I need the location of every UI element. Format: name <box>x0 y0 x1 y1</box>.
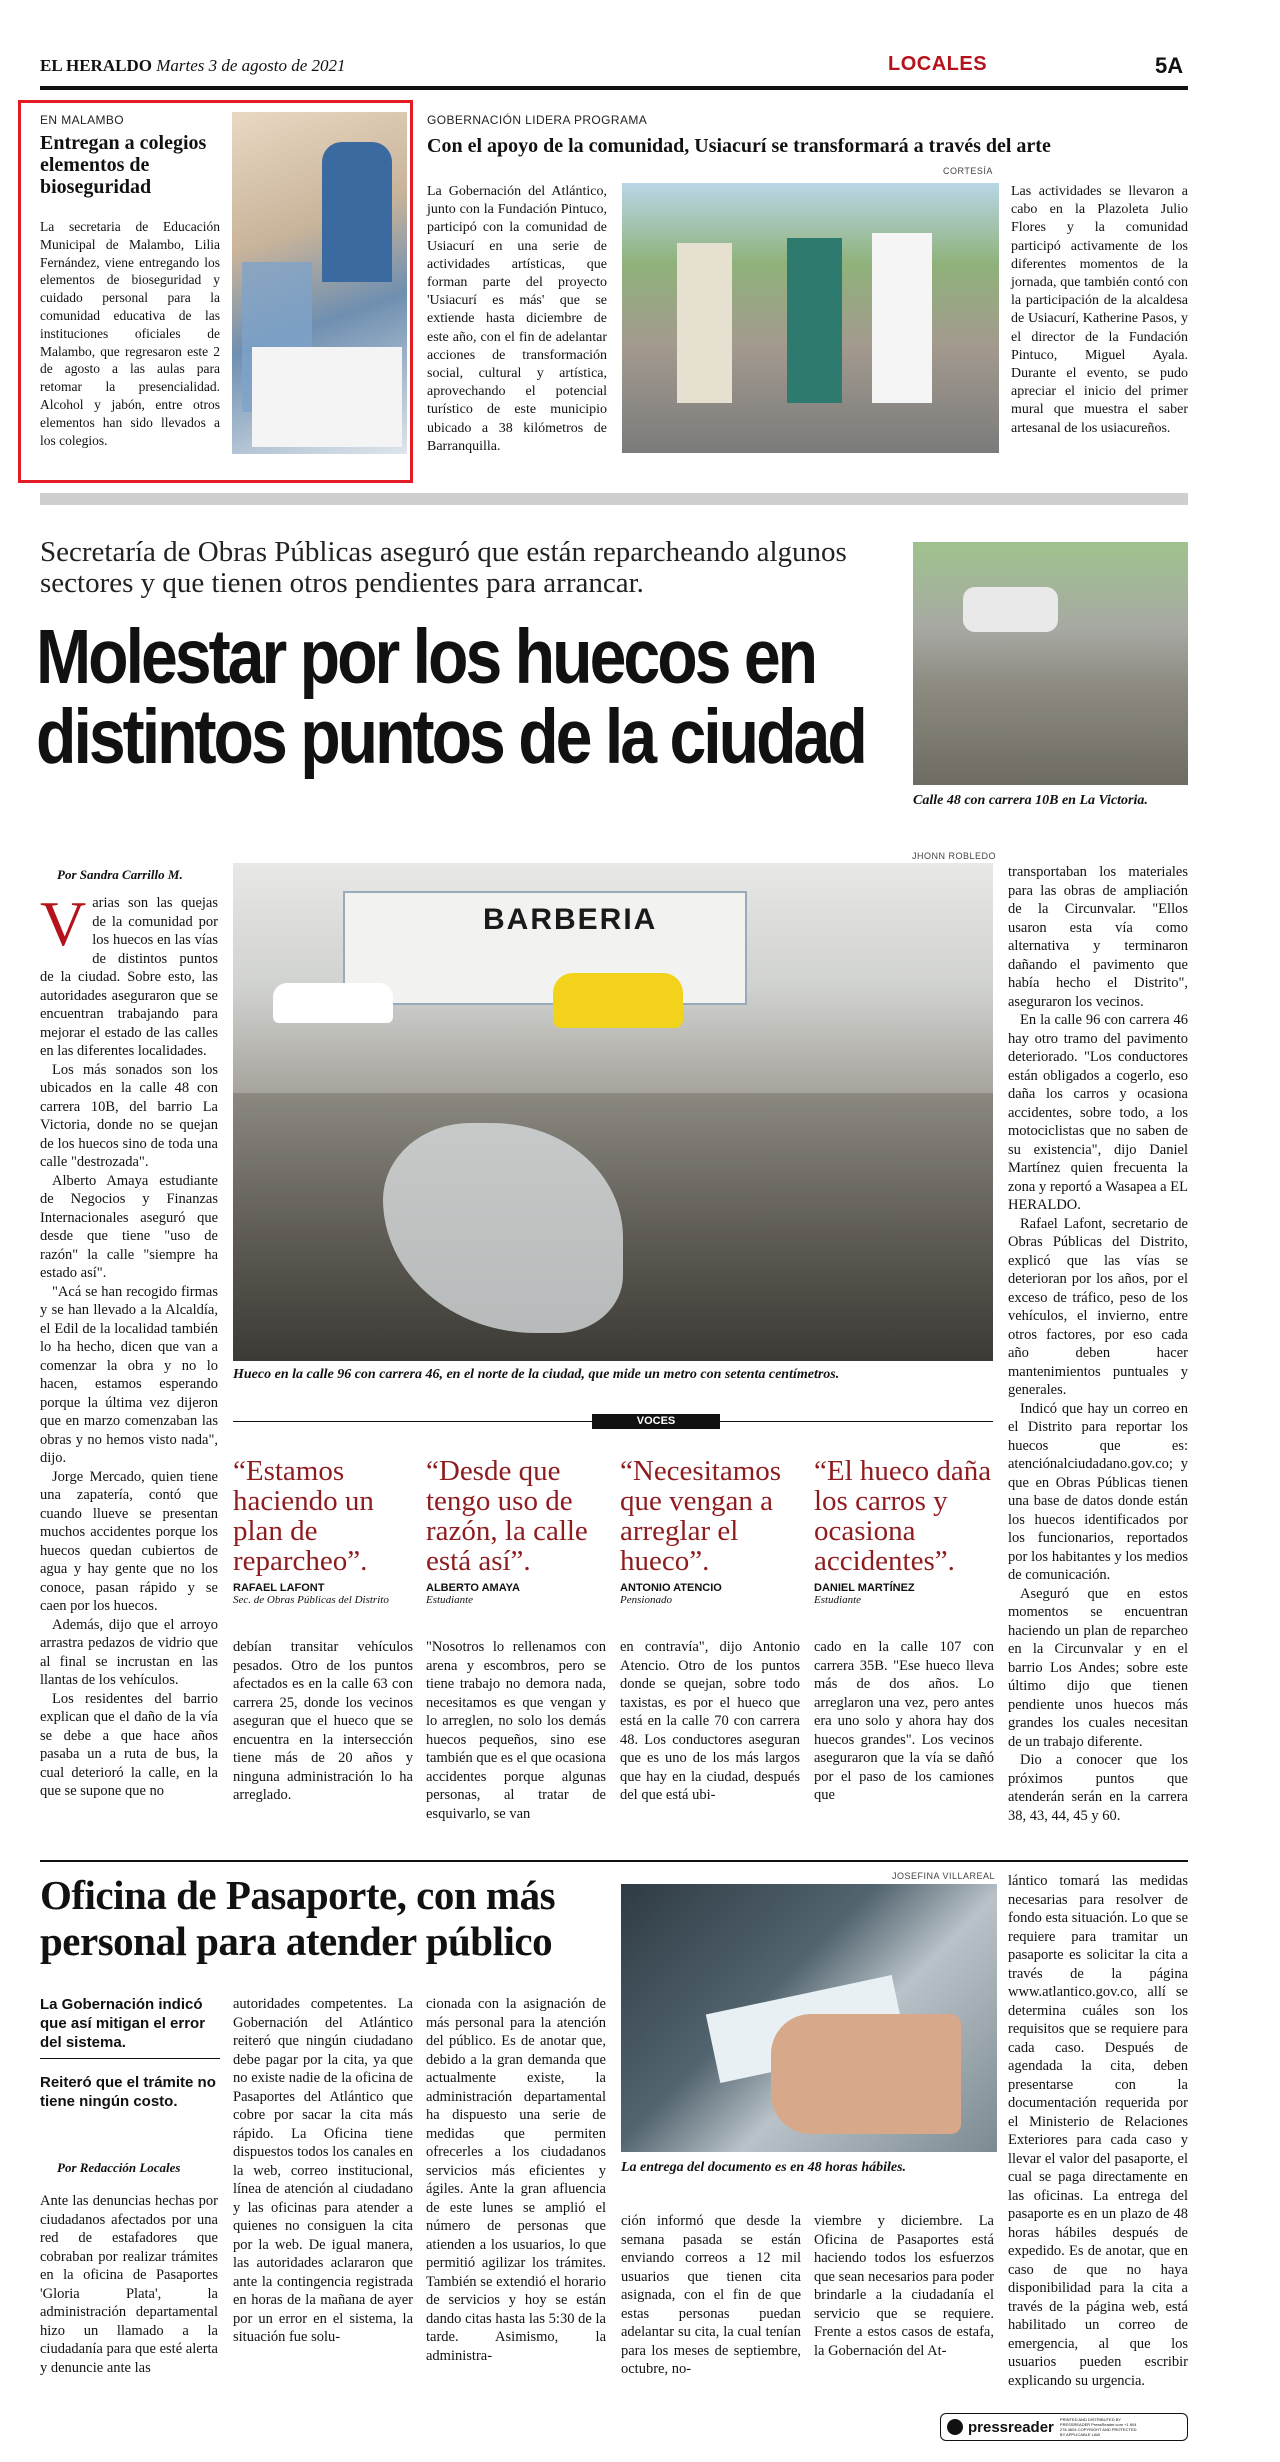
section-name: LOCALES <box>888 53 988 75</box>
main-col1 <box>40 888 218 1801</box>
header-rule <box>40 86 1188 90</box>
main-photo-caption: Hueco en la calle 96 con carrera 46, en el norte de la ciudad, que mide un metro con setenta centímetros. <box>233 1367 840 1382</box>
usiacuri-kicker: GOBERNACIÓN LIDERA PROGRAMA <box>427 113 648 127</box>
page-number: 5A <box>1155 53 1184 78</box>
quote-4 <box>814 1456 994 1606</box>
col1-para: "Acá se han recogido firmas y se han llevado a la Alcaldía, el Edil de la localidad también lo ha hecho, dicen que van a comenzar la obra y no lo hacen, estamos esperando porque la última vez dijeron que en marzo comenzaban las obras y no hemos visto nada", dijo. <box>40 1283 218 1466</box>
malambo-photo <box>232 112 407 454</box>
pasaporte-col4: ción informó que desde la semana pasada se están enviando correos a 12 mil usuarios que tienen cita asignada, con el fin de que estas personas puedan adelantar su cita, la cual tenían para los meses de septiembre, octubre, no- <box>621 2213 801 2377</box>
col6-para: Indicó que hay un correo en el Distrito para reportar los huecos que es: atenciónalciudadano.gov.co; y que en Obras Públicas tienen una base de datos donde están los huecos identificados por los funcionarios, reportados por los habitantes y los medios de comunicación. <box>1008 1400 1188 1583</box>
quote-name: RAFAEL LAFONT <box>233 1582 325 1594</box>
pasaporte-col5: viembre y diciembre. La Oficina de Pasaportes está haciendo todos los esfuerzos que sean necesarios para poder brindarle a la ciudadanía el servicio que se requiere. Frente a estos casos de estafa, la Gobernación del At- <box>814 2213 994 2359</box>
quote-role: Pensionado <box>620 1594 672 1606</box>
col6-para: Aseguró que en estos momentos se encuentran haciendo un plan de reparcheo en la Circunvalar y en el barrio Los Andes; sobre este último dijo que tienen pendiente unos huecos más grandes los cuales necesitan de un trabajo diferente. <box>1008 1585 1188 1750</box>
col1-para: arias son las quejas de la comunidad por los huecos en las vías de distintos puntos de la ciudad. Sobre esto, las autoridades aseguraron que se encuentran trabajando para mejorar el estado de las calles en las diferentes localidades. <box>40 895 218 1059</box>
masthead <box>40 56 346 76</box>
col1-para: Alberto Amaya estudiante de Negocios y Finanzas Internacionales aseguró que desde que tiene "uso de razón" la calle "siempre ha estado así". <box>40 1172 218 1281</box>
pressreader-icon <box>947 2419 963 2435</box>
main-photo <box>233 863 993 1361</box>
col1-para: Jorge Mercado, quien tiene una zapatería, contó que cuando llueve se presentan muchos accidentes porque los huecos quedan cubiertos de agua y hay gente que no los conoce, pasan rápido y se caen por los huecos. <box>40 1468 218 1614</box>
quote-1 <box>233 1456 413 1606</box>
main-photo-credit: JHONN ROBLEDO <box>912 851 997 861</box>
voces-label: VOCES <box>592 1414 720 1429</box>
main-col6 <box>1008 863 1188 1825</box>
issue-date: Martes 3 de agosto de 2021 <box>156 56 346 75</box>
col6-para: transportaban los materiales para las obras de ampliación de la Circunvalar. "Ellos usaron esta vía como alternativa y terminaron dañando el pavimento que había hecho el Distrito", aseguraron los vecinos. <box>1008 864 1188 1010</box>
usiacuri-photo <box>622 183 999 453</box>
quote-text: “Estamos haciendo un plan de reparcheo”. <box>233 1455 374 1577</box>
main-col3: "Nosotros lo rellenamos con arena y escombros, pero se tiene trabajo no demora nada, necesitamos es que vengan y lo arreglen, no solo los demás huecos pequeños, sino ese también que es el que ocasiona accidentes porque algunas personas, al tratar de esquivarlo, se van <box>426 1639 606 1822</box>
quote-text: “Necesitamos que vengan a arreglar el hueco”. <box>620 1455 782 1577</box>
pasaporte-photo-caption: La entrega del documento es en 48 horas hábiles. <box>621 2160 907 2175</box>
pasaporte-col3: cionada con la asignación de más personal para la atención del público. Es de anotar que, debido a la gran demanda que actualmente existe, la administración departamental ha dispuesto una serie de medidas que permiten ofrecerles a los ciudadanos servicios más eficientes y ágiles. Ante la gran afluencia de este lunes se amplió el número de personas que atienden a los usuarios, lo que permitió agilizar los trámites. También se extendió el horario de servicios y hoy se están dando citas hasta las 5:30 de la tarde. Asimismo, la administra- <box>426 1996 606 2364</box>
headline-line-1: Molestar por los huecos en <box>36 614 816 700</box>
main-col5: cado en la calle 107 con carrera 35B. "Ese hueco lleva más de dos años. Lo arreglaron una vez, pero antes era uno solo y ahora hay dos huecos grandes". Los vecinos aseguraron que la vía se dañó por el paso de los camiones que <box>814 1639 994 1803</box>
pasaporte-photo-credit: JOSEFINA VILLAREAL <box>892 1871 996 1881</box>
main-subhead: Secretaría de Obras Públicas aseguró que están reparcheando algunos sectores y que tienen otros pendientes para arrancar. <box>40 536 847 599</box>
quote-3 <box>620 1456 800 1606</box>
barberia-sign: BARBERIA <box>483 903 658 936</box>
pressreader-note: PRINTED AND DISTRIBUTED BY PRESSREADER PressReader.com +1 604 278 4604 COPYRIGHT AND PROTECTED BY APPLICABLE LAW <box>1059 2417 1137 2437</box>
usiacuri-credit: CORTESÍA <box>943 166 993 176</box>
section-divider <box>40 493 1188 505</box>
malambo-title: Entregan a colegios elementos de bioseguridad <box>40 132 207 198</box>
pasaporte-headline: Oficina de Pasaporte, con más personal para atender público <box>40 1872 556 1964</box>
col6-para: Dio a conocer que los próximos puntos que atenderán serán en la carrera 38, 43, 44, 45 y 60. <box>1008 1752 1188 1824</box>
col1-para: Además, dijo que el arroyo arrastra pedazos de vidrio que al final se incrustan en las llantas de los vehículos. <box>40 1616 218 1688</box>
pressreader-logo <box>940 2413 1188 2441</box>
usiacuri-col2: Las actividades se llevaron a cabo en la Plazoleta Julio Flores y la comunidad participó activamente de los diferentes momentos de la jornada, que también contó con la participación de la alcaldesa de Usiacurí, Katherine Pasos, y el director de la Fundación Pintuco, Miguel Ayala. Durante el evento, se pudo apreciar el inicio del primer mural que muestra el saber artesanal de los usiacureños. <box>1011 184 1188 436</box>
section-rule <box>40 1860 1188 1862</box>
main-col4: en contravía", dijo Antonio Atencio. Otro de los puntos donde se quejan, sobre todo taxistas, es por el hueco que está en la calle 70 con carrera 48. Los conductores aseguran que es uno de los más largos que hay en la ciudad, después del que está ubi- <box>620 1639 800 1803</box>
side-photo-caption: Calle 48 con carrera 10B en La Victoria. <box>913 793 1148 808</box>
dropcap: V <box>40 888 87 959</box>
pasaporte-col2: autoridades competentes. La Gobernación del Atlántico reiteró que ningún ciudadano debe pagar por la cita, ya que no existe nadie de la oficina de Pasaportes del Atlántico que cobre por sacar la cita más rápido. La Oficina tiene dispuestos todos los canales en la web, correo institucional, línea de atención al ciudadano y las oficinas para atender a quienes no consiguen la cita por la web. De igual manera, las autoridades aclararon que ante la contingencia registrada en horas de la mañana de ayer por un error en el sistema, la situación fue solu- <box>233 1996 413 2345</box>
quote-name: ANTONIO ATENCIO <box>620 1582 722 1594</box>
col1-para: Los residentes del barrio explican que el daño de la vía se debe a que hace años pasaba un a ruta de bus, la cual deterioró la calle, en la que se supone que no <box>40 1690 218 1799</box>
quote-name: DANIEL MARTÍNEZ <box>814 1582 915 1594</box>
usiacuri-col1: La Gobernación del Atlántico, junto con la Fundación Pintuco, participó con la comunidad de Usiacurí en una serie de actividades artísticas, que forman parte del proyecto 'Usiacurí es más' que se extiende hasta diciembre de este año, con el fin de adelantar acciones de transformación social, cultural y artística, aprovechando el potencial turístico de este municipio ubicado a 38 kilómetros de Barranquilla. <box>427 184 607 454</box>
pressreader-brand: pressreader <box>968 2418 1054 2436</box>
quote-text: “Desde que tengo uso de razón, la calle está así”. <box>426 1455 588 1577</box>
main-col2: debían transitar vehículos pesados. Otro de los puntos afectados es en la calle 63 con carrera 25, donde los vecinos aseguran que el hueco que se encuentra en la intersección tiene más de 20 años y ninguna administración lo ha arreglado. <box>233 1639 413 1803</box>
col1-para: Los más sonados son los ubicados en la calle 48 con carrera 10B, del barrio La Victoria, donde no se quejan de los huecos sino de toda una calle "destrozada". <box>40 1061 218 1170</box>
quote-role: Estudiante <box>814 1594 862 1606</box>
side-photo <box>913 542 1188 785</box>
pasaporte-deck-1: La Gobernación indicó que así mitigan el error del sistema. <box>40 1995 220 2059</box>
malambo-kicker: EN MALAMBO <box>40 113 125 127</box>
paper-name: EL HERALDO <box>40 56 152 75</box>
quote-text: “El hueco daña los carros y ocasiona accidentes”. <box>814 1455 992 1577</box>
headline-line-2: distintos puntos de la ciudad <box>36 694 865 780</box>
malambo-body: La secretaria de Educación Municipal de Malambo, Lilia Fernández, viene entregando los elementos de bioseguridad y cuidado personal para la comunidad educativa de las instituciones oficiales de Malambo, que regresaron este 2 de agosto a las aulas para retomar la presencialidad. Alcohol y jabón, entre otros elementos han sido llevados a los colegios. <box>40 219 220 448</box>
main-headline <box>36 614 865 780</box>
usiacuri-title: Con el apoyo de la comunidad, Usiacurí se transformará a través del arte <box>427 135 1051 157</box>
quote-2 <box>426 1456 606 1606</box>
quote-name: ALBERTO AMAYA <box>426 1582 520 1594</box>
pasaporte-byline: Por Redacción Locales <box>57 2160 181 2175</box>
col6-para: Rafael Lafont, secretario de Obras Públicas del Distrito, explicó que las vías se deterioran por los años, por el exceso de tráfico, peso de los vehículos, el invierno, entre otros factores, por eso cada año deben hacer mantenimientos puntuales y generales. <box>1008 1215 1188 1398</box>
pasaporte-col1: Ante las denuncias hechas por ciudadanos afectados por una red de estafadores que cobraban por realizar trámites en la oficina de Pasaportes 'Gloria Plata', la administración departamental hizo un llamado a la ciudadanía para que esté alerta y denuncie ante las <box>40 2193 218 2376</box>
byline: Por Sandra Carrillo M. <box>57 867 183 882</box>
pasaporte-deck-2: Reiteró que el trámite no tiene ningún costo. <box>40 2074 216 2110</box>
pasaporte-col6: lántico tomará las medidas necesarias para resolver de fondo esta situación. Lo que se requiere para tramitar un pasaporte es solicitar la cita a través de la página www.atlantico.gov.co, allí se determina cuáles son los requisitos que se requiere para cada caso. Después de agendada la cita, deben presentarse con la documentación requerida por el Ministerio de Relaciones Exteriores para cada caso y llevar el valor del pasaporte, el cual se paga directamente en las oficinas. La entrega del pasaporte es en un plazo de 48 horas hábiles después de expedido. Es de anotar, que en caso de que no haya disponibilidad para la cita a través de la página web, está habilitado un correo de emergencia, al que los usuarios pueden escribir explicando su urgencia. <box>1008 1873 1188 2389</box>
quote-role: Sec. de Obras Públicas del Distrito <box>233 1594 389 1606</box>
pasaporte-photo <box>621 1884 997 2152</box>
col6-para: En la calle 96 con carrera 46 hay otro tramo del pavimento deteriorado. "Los conductores están obligados a cogerlo, eso daña los carros y ocasiona accidentes, sobre todo, a los motociclistas que no saben de su existencia", dijo Daniel Martínez quien frecuenta la zona y reportó a Wasapea a EL HERALDO. <box>1008 1012 1188 1213</box>
quote-role: Estudiante <box>426 1594 474 1606</box>
